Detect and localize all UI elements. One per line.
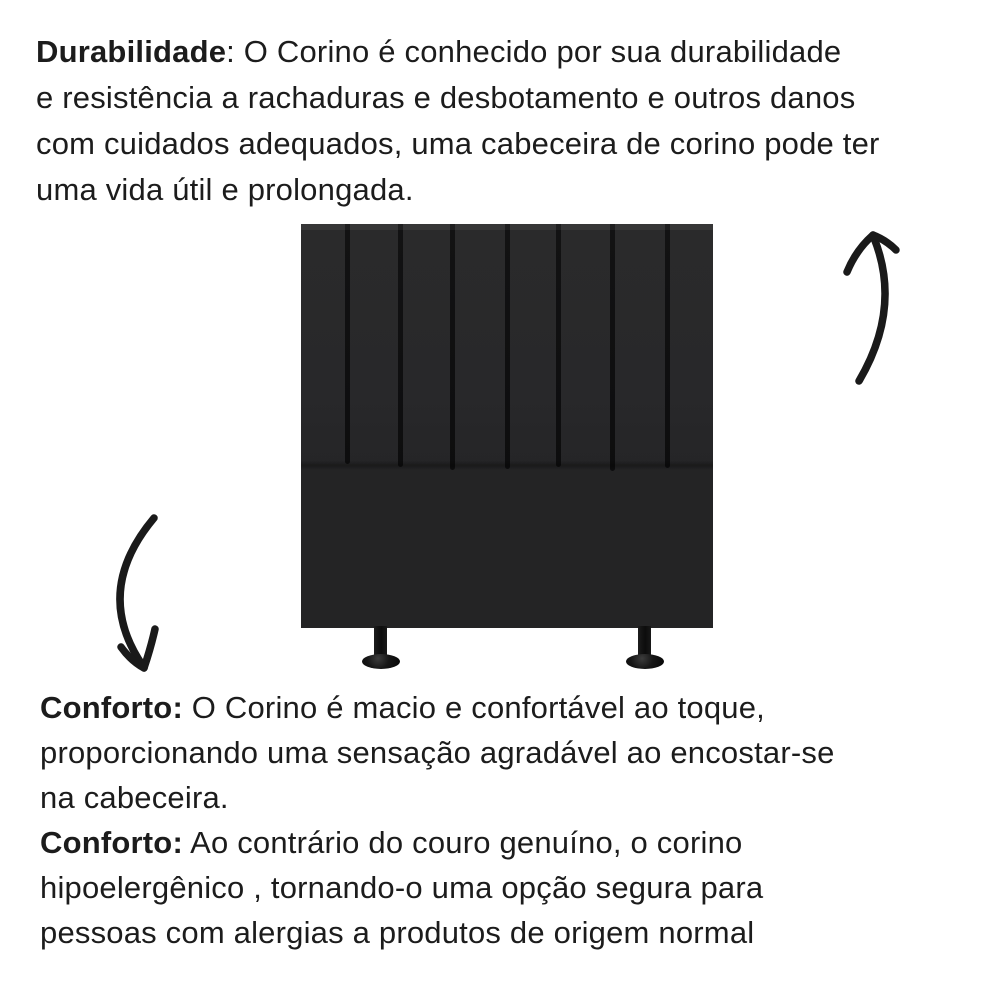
comfort1-line-3: na cabeceira.: [40, 780, 229, 815]
curved-arrow-down-icon: [100, 505, 170, 675]
panel-groove: [450, 224, 455, 470]
headboard-photo: [301, 224, 713, 628]
durability-line-1: [36, 29, 880, 75]
comfort2-line-1: [40, 820, 835, 865]
comfort1-line-1-text: O Corino é macio e confortável ao toque,: [182, 690, 765, 725]
curved-arrow-up-icon: [840, 225, 910, 390]
durability-line-2: e resistência a rachaduras e desbotamento e outros danos: [36, 80, 856, 115]
panel-groove: [345, 224, 350, 464]
comfort2-line-1-text: Ao contrário do couro genuíno, o corino: [182, 825, 743, 860]
panel-groove: [556, 224, 561, 467]
headboard-right-foot: [626, 654, 664, 669]
headboard-seam: [301, 460, 713, 470]
comfort1-line-1: [40, 685, 835, 730]
durability-heading: Durabilidade: [36, 34, 227, 69]
comfort2-line-2: hipoelergênico , tornando-o uma opção segura para: [40, 870, 764, 905]
comfort2-heading: Conforto:: [40, 825, 183, 860]
headboard-top-edge: [301, 224, 713, 230]
panel-groove: [665, 224, 670, 468]
durability-line-4: uma vida útil e prolongada.: [36, 172, 414, 207]
durability-line-1-text: : O Corino é conhecido por sua durabilidade: [226, 34, 842, 69]
panel-groove: [398, 224, 403, 467]
durability-paragraph: [36, 29, 880, 213]
panel-groove: [610, 224, 615, 471]
panel-groove: [505, 224, 510, 469]
comfort1-line-2: proporcionando uma sensação agradável ao encostar-se: [40, 735, 835, 770]
comfort2-line-3: pessoas com alergias a produtos de origem normal: [40, 915, 755, 950]
comfort1-heading: Conforto:: [40, 690, 183, 725]
comfort-paragraphs: [40, 685, 835, 955]
headboard-left-foot: [362, 654, 400, 669]
durability-line-3: com cuidados adequados, uma cabeceira de corino pode ter: [36, 126, 880, 161]
